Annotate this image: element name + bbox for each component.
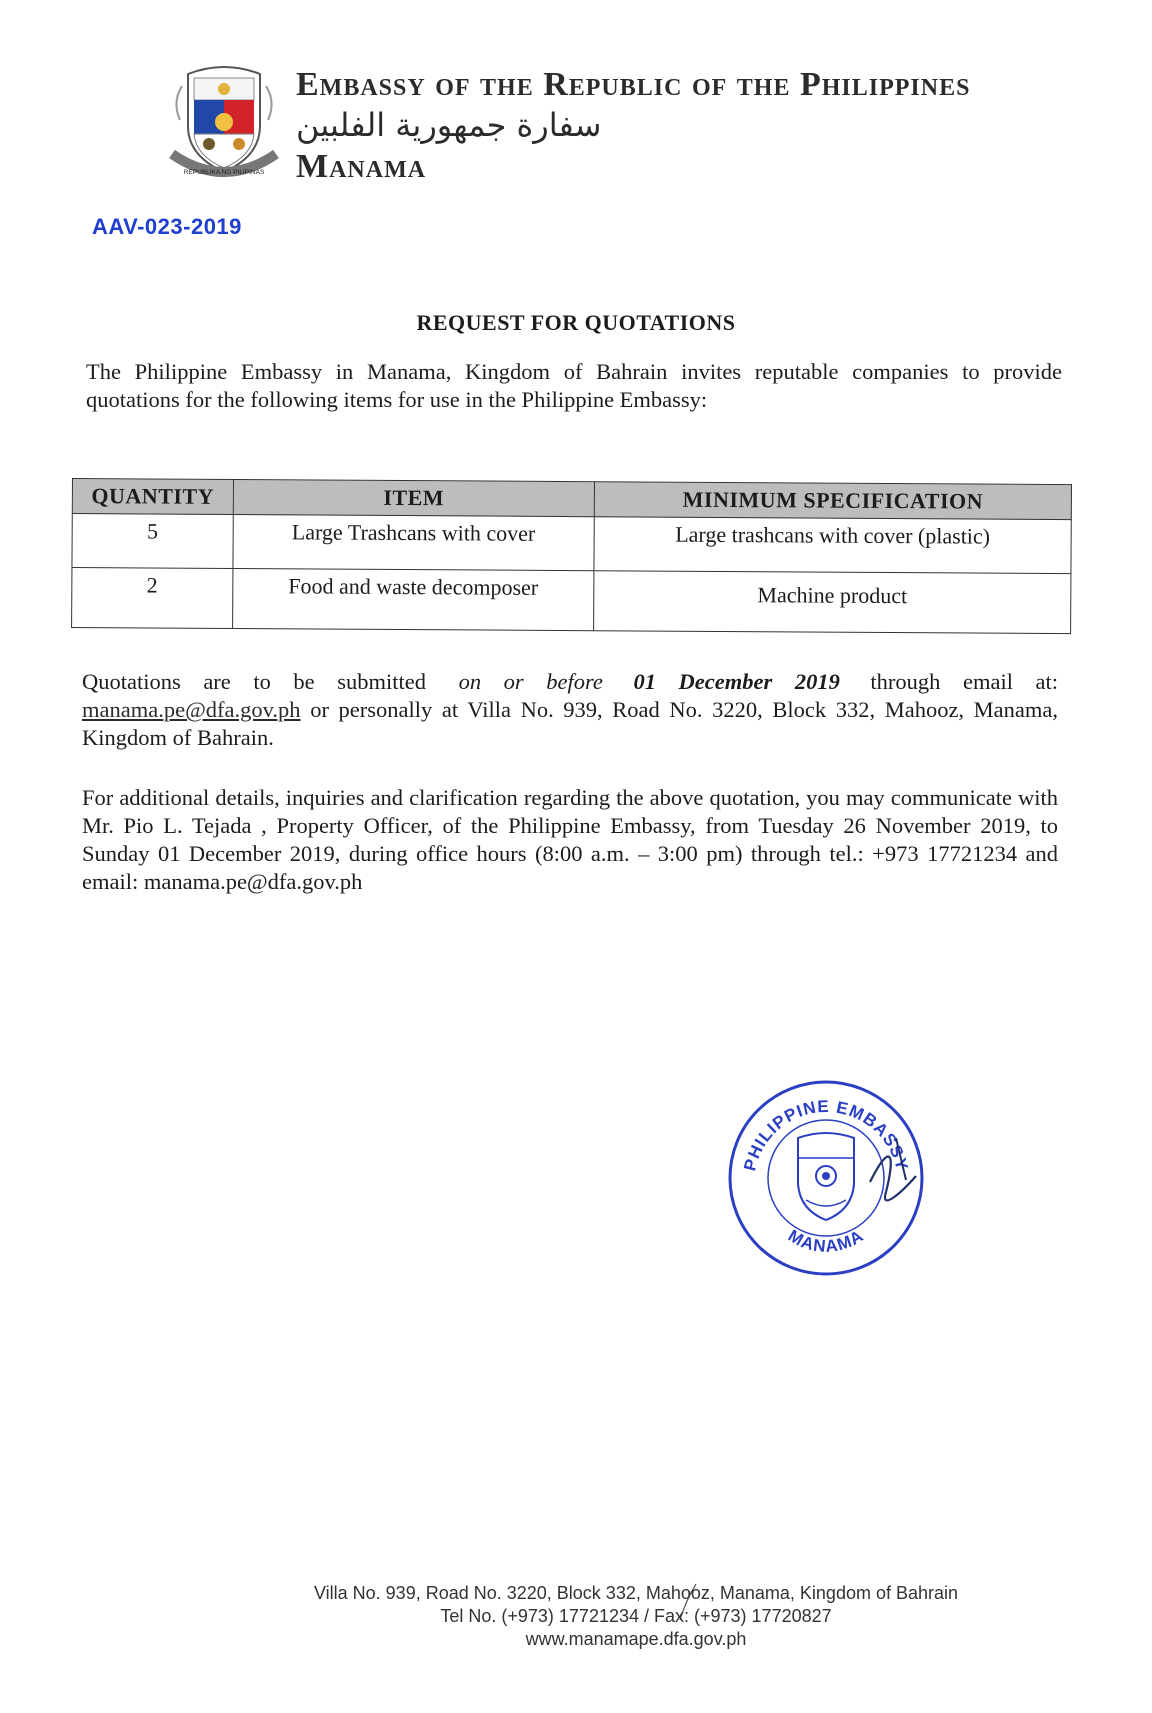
svg-text:PHILIPPINE EMBASSY <box>740 1097 911 1173</box>
document-title: REQUEST FOR QUOTATIONS <box>416 310 736 335</box>
submission-lead: Quotations are to be submitted <box>82 669 426 694</box>
org-name-text: Embassy of the Republic of the Philippines <box>296 66 971 103</box>
seal-bottom-text: MANAMA <box>784 1225 868 1256</box>
contact-paragraph: For additional details, inquiries and clarification regarding the above quotation, you may communicate with Mr. Pio L. Tejada , Property Officer, of the Philippine Embassy, from Tuesday 26 November 2019, to Sunday 01 December 2019, during office hours (8:00 a.m. – 3:00 pm) through tel.: +973 17721234 and email: manama.pe@dfa.gov.ph <box>82 785 1058 894</box>
submission-via: through email at: <box>870 669 1059 694</box>
org-city-text: Manama <box>296 148 427 185</box>
table-row <box>72 514 1071 574</box>
seal-top-text: PHILIPPINE EMBASSY <box>740 1096 912 1173</box>
cell-item: Food and waste decomposer <box>232 568 594 630</box>
submission-paragraph <box>82 668 1058 752</box>
footer <box>0 1582 1152 1651</box>
cell-item: Large Trashcans with cover <box>233 514 595 570</box>
deadline-phrase: on or before <box>458 669 603 694</box>
org-name <box>296 66 970 104</box>
items-table <box>71 478 1072 634</box>
header-quantity: QUANTITY <box>72 479 233 515</box>
intro-paragraph: The Philippine Embassy in Manama, Kingdom of Bahrain invites reputable companies to provide quotations for the following items for use in the Philippine Embassy: <box>86 359 1062 412</box>
cell-quantity: 2 <box>72 568 233 629</box>
footer-address: Villa No. 939, Road No. 3220, Block 332, Mahooz, Manama, Kingdom of Bahrain <box>313 1583 959 1603</box>
reference-number: AAV-023-2019 <box>92 214 242 239</box>
org-city <box>296 148 426 186</box>
cell-quantity: 5 <box>72 514 233 569</box>
footer-phones: Tel No. (+973) 17721234 / Fax: (+973) 17720827 <box>440 1606 832 1626</box>
embassy-seal-stamp <box>720 1072 932 1284</box>
philippine-coat-of-arms-icon <box>168 56 280 184</box>
deadline-date: 01 December 2019 <box>633 669 840 694</box>
header-specification: MINIMUM SPECIFICATION <box>594 482 1071 520</box>
footer-website[interactable]: www.manamape.dfa.gov.ph <box>525 1629 747 1649</box>
submission-rest: or personally at Villa No. 939, Road No. 3220, Block 332, Mahooz, Manama, Kingdom of Bahrain. <box>82 697 1059 750</box>
cell-specification: Machine product <box>594 571 1071 634</box>
cell-specification: Large trashcans with cover (plastic) <box>594 517 1071 574</box>
header-item: ITEM <box>233 479 594 516</box>
table-row <box>72 568 1071 634</box>
email-link[interactable]: manama.pe@dfa.gov.ph <box>82 697 301 722</box>
crest-ribbon-text: REPUBLIKA NG PILIPINAS <box>183 169 265 176</box>
svg-text:MANAMA <box>785 1226 867 1256</box>
org-name-arabic: سفارة جمهورية الفلبين <box>296 106 602 144</box>
